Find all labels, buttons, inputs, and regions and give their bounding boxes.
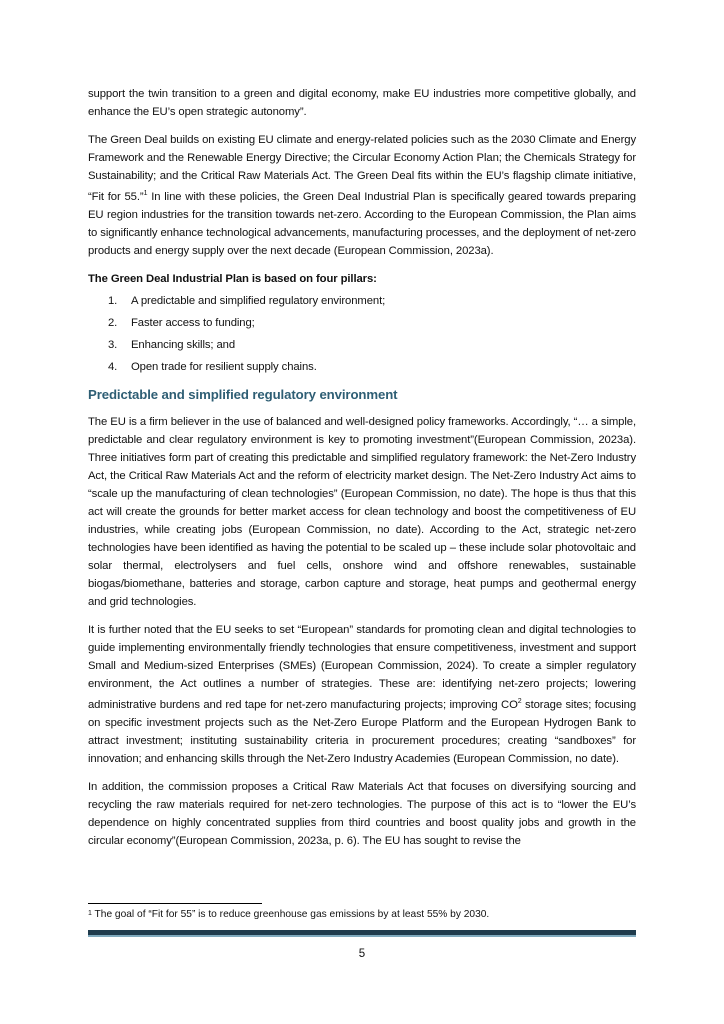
footnote-reference[interactable]: 1 — [143, 190, 148, 197]
intro-paragraph-continuation: support the twin transition to a green and digital economy, make EU industries more competitive globally, and enhance the EU’s open strategic autonomy”. — [88, 88, 636, 118]
footnote-marker: 1 — [88, 910, 92, 917]
pillar-item — [88, 336, 636, 354]
footnote-text: The goal of “Fit for 55” is to reduce greenhouse gas emissions by at least 55% by 2030. — [91, 909, 490, 920]
section-paragraph-3: In addition, the commission proposes a Critical Raw Materials Act that focuses on diversifying sourcing and recycling the raw materials required for net-zero technologies. The purpose of this act is to “lower the EU’s dependence on highly concentrated supplies from third countries and boost quality jobs and growth in the circular economy”(European Commission, 2023a, p. 6). The EU has sought to revise the — [88, 780, 636, 847]
section-heading: Predictable and simplified regulatory environment — [88, 386, 398, 402]
pillar-item — [88, 292, 636, 310]
pillar-number: 3. — [108, 338, 118, 351]
page-number: 5 — [358, 948, 366, 960]
intro-paragraph-text-a: The Green Deal builds on existing EU climate and energy-related policies such as the 2030 Climate and Energy Framework and the Renewable Energy Directive; the Circular Economy Action Plan; the Chemicals Strategy for Sustainability; and the Critical Raw Materials Act. The Green Deal fits within the EU’s flagship climate initiative, “Fit for 55.” — [88, 134, 636, 203]
section-paragraph-2 — [88, 621, 636, 768]
pillar-number: 2. — [108, 316, 118, 329]
pillar-text: Enhancing skills; and — [131, 338, 236, 351]
pillar-number: 1. — [108, 294, 118, 307]
pillar-number: 4. — [108, 360, 118, 373]
intro-paragraph-text-b: In line with these policies, the Green Deal Industrial Plan is specifically geared towards preparing EU region industries for the transition towards net-zero. According to the European Commission, the Plan aims to significantly enhance technological advancements, manufacturing processes, and the deployment of net-zero products and energy supply over the next decade (European Commission, 2023a). — [88, 190, 636, 257]
footnote — [88, 908, 636, 922]
footnote-separator — [88, 903, 262, 904]
pillar-text: Faster access to funding; — [131, 316, 255, 329]
section-paragraph-2-text-b: storage sites; focusing on specific investment projects such as the Net-Zero Europe Platform and the European Hydrogen Bank to attract investment; instituting sustainability criteria in procurement procedures; creating “sandboxes” for innovation; and enhancing skills through the Net-Zero Industry Academies (European Commission, no date). — [88, 698, 637, 765]
footer-bar — [88, 930, 636, 935]
pillar-text: Open trade for resilient supply chains. — [131, 360, 317, 373]
pillar-item — [88, 358, 636, 376]
pillar-item — [88, 314, 636, 332]
pillars-list — [88, 292, 636, 376]
section-paragraph-2-text-a: It is further noted that the EU seeks to set “European” standards for promoting clean and digital technologies to guide implementing environmentally friendly technologies that ensure competitiveness, investment and support Small and Medium-sized Enterprises (SMEs) (European Commission, 2024). To create a simpler regulatory environment, the Act outlines a number of strategies. These are: identifying net-zero projects; lowering administrative burdens and red tape for net-zero manufacturing projects; improving CO — [88, 623, 636, 711]
section-paragraph-1: The EU is a firm believer in the use of balanced and well-designed policy frameworks. Accordingly, “… a simple, predictable and clear regulatory environment is key to promoting investment”(European Commission, 2023a). Three initiatives form part of creating this predictable and simplified regulatory framework: the Net-Zero Industry Act, the Critical Raw Materials Act and the reform of electricity market design. The Net-Zero Industry Act aims to “scale up the manufacturing of clean technologies” (European Commission, no date). The hope is thus that this act will create the grounds for better market access for clean technology and boost the competitiveness of EU industries, while creating jobs (European Commission, no date). According to the Act, strategic net-zero technologies have been identified as having the potential to be scaled up – these include solar photovoltaic and solar thermal, electrolysers and fuel cells, onshore wind and offshore renewables, sustainable biogas/biomethane, batteries and storage, carbon capture and storage, heat pumps and geothermal energy and grid technologies. — [88, 415, 636, 608]
pillar-text: A predictable and simplified regulatory environment; — [131, 294, 386, 307]
intro-paragraph-green-deal — [88, 131, 636, 260]
pillars-heading: The Green Deal Industrial Plan is based on four pillars: — [88, 272, 377, 285]
page-body — [88, 85, 636, 860]
co2-subscript: 2 — [517, 697, 522, 705]
